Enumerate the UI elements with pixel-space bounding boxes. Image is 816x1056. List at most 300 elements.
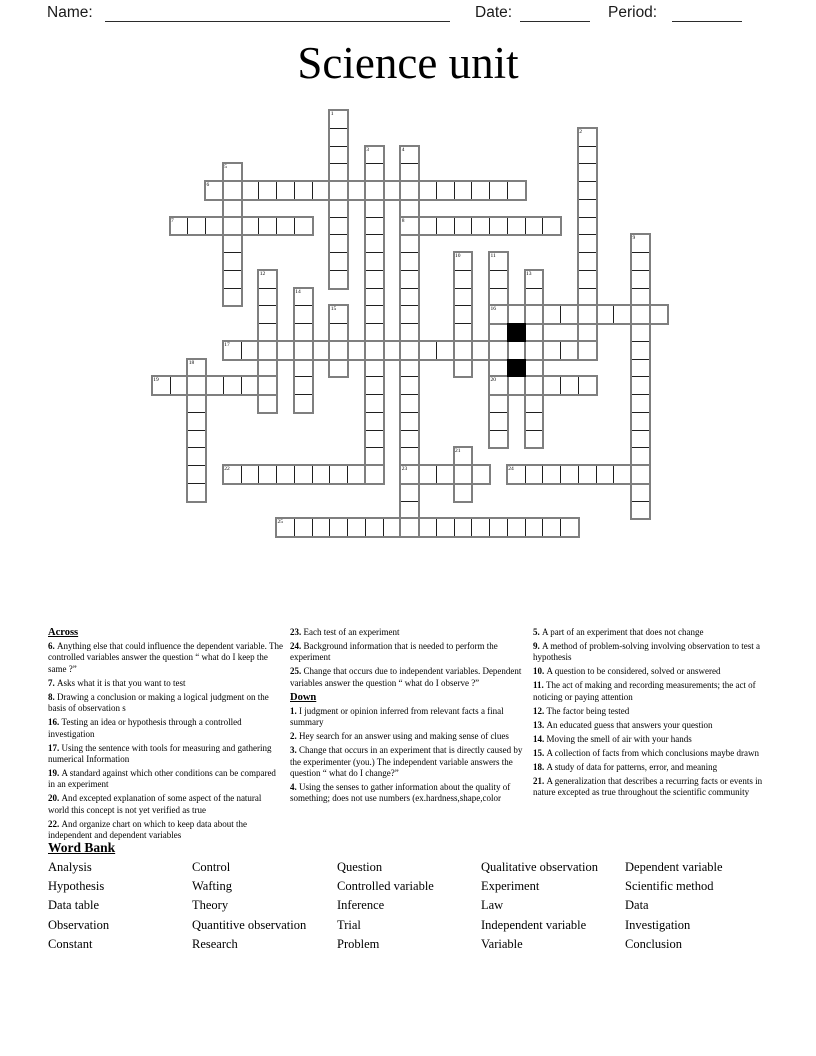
clue-num: 23.: [290, 627, 304, 637]
grid-cell[interactable]: [578, 376, 597, 395]
grid-cell[interactable]: [454, 305, 473, 324]
clue: [48, 717, 284, 740]
grid-cell[interactable]: [223, 181, 242, 200]
grid-cell[interactable]: [525, 359, 544, 378]
grid-cell[interactable]: [400, 376, 419, 395]
clue: [533, 776, 769, 799]
clue-number: 9: [632, 235, 636, 242]
word-bank-item: Controlled variable: [337, 879, 434, 894]
grid-cell[interactable]: [223, 217, 242, 236]
grid-cell[interactable]: [578, 199, 597, 218]
grid-cell[interactable]: [400, 518, 419, 537]
grid-cell[interactable]: [400, 394, 419, 413]
grid-cell[interactable]: [631, 323, 650, 342]
grid-cell[interactable]: [329, 181, 348, 200]
clue-text: Moving the smell of air with your hands: [546, 733, 692, 744]
grid-cell[interactable]: [258, 376, 277, 395]
clue-num: 25.: [290, 666, 304, 677]
grid-cell[interactable]: [294, 359, 313, 378]
clue-number: 1: [330, 111, 334, 117]
grid-cell[interactable]: [525, 217, 544, 236]
grid-cell[interactable]: [525, 518, 544, 537]
grid-cell[interactable]: [365, 323, 384, 342]
clue-heading-across: Across: [48, 627, 79, 638]
grid-cell[interactable]: [223, 199, 242, 218]
grid-cell[interactable]: [454, 465, 473, 484]
clue-text: And organize chart on which to keep data about the independent and dependent variables: [48, 818, 248, 841]
page-title: Science unit: [297, 38, 519, 88]
clue: [533, 748, 769, 759]
grid-cell[interactable]: [507, 518, 526, 537]
grid-cell[interactable]: [365, 181, 384, 200]
grid-cell[interactable]: [258, 465, 277, 484]
grid-cell[interactable]: [205, 376, 224, 395]
grid-cell[interactable]: [542, 305, 561, 324]
grid-cell[interactable]: [294, 305, 313, 324]
grid-cell[interactable]: [471, 518, 490, 537]
grid-cell[interactable]: [560, 341, 579, 360]
grid-cell[interactable]: [400, 288, 419, 307]
grid-cell[interactable]: [365, 234, 384, 253]
grid-cell[interactable]: [525, 288, 544, 307]
grid-cell[interactable]: [560, 465, 579, 484]
grid-cell[interactable]: [329, 217, 348, 236]
grid-cell[interactable]: [631, 412, 650, 431]
grid-cell[interactable]: [454, 483, 473, 502]
clue-text: I judgment or opinion inferred from relevant facts a final summary: [290, 705, 504, 728]
grid-cell[interactable]: [258, 341, 277, 360]
grid-cell[interactable]: [489, 270, 508, 289]
grid-cell[interactable]: [329, 146, 348, 165]
grid-cell[interactable]: [365, 359, 384, 378]
grid-cell[interactable]: [489, 217, 508, 236]
grid-cell[interactable]: [347, 465, 366, 484]
grid-cell[interactable]: [187, 412, 206, 431]
grid-cell[interactable]: [187, 483, 206, 502]
grid-cell[interactable]: [507, 376, 526, 395]
grid-cell[interactable]: [400, 305, 419, 324]
grid-cell[interactable]: [631, 483, 650, 502]
clue-num: 7.: [48, 677, 57, 688]
grid-cell[interactable]: [578, 163, 597, 182]
clue-number: 4: [401, 146, 405, 153]
word-bank-column: [192, 858, 306, 954]
grid-cell[interactable]: [187, 376, 206, 395]
word-bank-item: Control: [192, 860, 231, 874]
grid-cell[interactable]: [489, 341, 508, 360]
clue-number: 8: [401, 217, 405, 224]
grid-cell[interactable]: [223, 376, 242, 395]
grid-cell[interactable]: [400, 447, 419, 466]
grid-cell[interactable]: [400, 323, 419, 342]
grid-cell[interactable]: [454, 217, 473, 236]
grid-cell[interactable]: [258, 288, 277, 307]
clue-number: 25: [277, 519, 283, 526]
clue-number: 24: [508, 466, 514, 472]
grid-cell[interactable]: [223, 270, 242, 289]
clue-text: And excepted explanation of some aspect of the natural world this concept is not yet verified as true: [48, 793, 262, 815]
grid-cell[interactable]: [329, 518, 348, 537]
grid-cell[interactable]: [365, 447, 384, 466]
grid-cell[interactable]: [471, 181, 490, 200]
grid-cell[interactable]: [454, 359, 473, 378]
grid-cell[interactable]: [560, 518, 579, 537]
grid-cell[interactable]: [578, 252, 597, 271]
grid-cell[interactable]: [631, 394, 650, 413]
grid-cell[interactable]: [436, 181, 455, 200]
grid-cell[interactable]: [436, 518, 455, 537]
word-bank-item: Conclusion: [625, 936, 682, 951]
clue-num: 19.: [48, 768, 62, 779]
grid-cell[interactable]: [294, 181, 313, 200]
grid-cell[interactable]: [329, 341, 348, 360]
grid-cell[interactable]: [365, 199, 384, 218]
grid-cell[interactable]: [578, 288, 597, 307]
grid-cell[interactable]: [560, 376, 579, 395]
clue-text: Drawing a conclusion or making a logical judgment on the basis of observation s: [48, 691, 269, 714]
clue-number: 10: [455, 253, 461, 259]
clue-text: A question to be considered, solved or answered: [546, 666, 721, 677]
grid-cell[interactable]: [276, 465, 295, 484]
grid-cell[interactable]: [631, 359, 650, 378]
clue-text: An educated guess that answers your question: [546, 719, 713, 730]
grid-cell[interactable]: [223, 252, 242, 271]
black-cell: [507, 359, 526, 378]
grid-cell[interactable]: [400, 252, 419, 271]
clue-number: 23: [401, 466, 408, 472]
grid-cell[interactable]: [400, 483, 419, 502]
grid-cell[interactable]: [276, 181, 295, 200]
grid-cell[interactable]: [365, 305, 384, 324]
word-bank-column: [625, 858, 723, 954]
grid-cell[interactable]: [383, 518, 402, 537]
grid-cell[interactable]: [489, 359, 508, 378]
grid-cell[interactable]: [294, 394, 313, 413]
grid-cell[interactable]: [294, 341, 313, 360]
grid-cell[interactable]: [613, 465, 632, 484]
grid-cell[interactable]: [418, 465, 437, 484]
grid-cell[interactable]: [241, 181, 260, 200]
grid-cell[interactable]: [365, 270, 384, 289]
grid-cell[interactable]: [400, 199, 419, 218]
grid-cell[interactable]: [383, 341, 402, 360]
clue-num: 14.: [533, 733, 547, 744]
grid-cell[interactable]: [223, 234, 242, 253]
word-bank-item: Qualitative observation: [481, 860, 598, 874]
grid-cell[interactable]: [400, 341, 419, 360]
clue-number: 16: [490, 306, 496, 313]
grid-cell[interactable]: [418, 518, 437, 537]
clue-text: The act of making and recording measurements; the act of noticing or paying attention: [533, 680, 756, 702]
grid-cell[interactable]: [525, 376, 544, 395]
grid-cell[interactable]: [294, 518, 313, 537]
grid-cell[interactable]: [383, 181, 402, 200]
clue-num: 1.: [290, 705, 299, 716]
clue: [48, 793, 284, 816]
grid-cell[interactable]: [312, 465, 331, 484]
grid-cell[interactable]: [631, 501, 650, 520]
grid-cell[interactable]: [187, 217, 206, 236]
grid-cell[interactable]: [542, 465, 561, 484]
grid-cell[interactable]: [329, 323, 348, 342]
clue-number: 12: [259, 270, 266, 277]
grid-cell[interactable]: [542, 341, 561, 360]
clue: [48, 678, 284, 689]
clue: [533, 706, 769, 717]
word-bank-column: [48, 858, 109, 954]
grid-cell[interactable]: [294, 465, 313, 484]
grid-cell[interactable]: [241, 341, 260, 360]
clue-num: 22.: [48, 818, 62, 829]
grid-cell[interactable]: [365, 465, 384, 484]
grid-cell[interactable]: [578, 146, 597, 165]
grid-cell[interactable]: [578, 270, 597, 289]
clue-num: 4.: [290, 782, 299, 793]
clue-text: Anything else that could influence the dependent variable. The controlled variables answer the question “ what do I keep the same ?”: [48, 641, 284, 674]
grid-cell[interactable]: [400, 412, 419, 431]
grid-cell[interactable]: [294, 217, 313, 236]
clue: [290, 706, 526, 729]
grid-cell[interactable]: [241, 376, 260, 395]
clue-number: 5: [224, 164, 227, 171]
grid-cell[interactable]: [329, 163, 348, 182]
clue-text: Hey search for an answer using and making sense of clues: [299, 731, 509, 742]
clue-num: 17.: [48, 742, 62, 753]
clue-text: Change that occurs due to independent variables. Dependent variables answer the question “ what do I observe ?”: [290, 666, 522, 688]
clue-number: 6: [206, 182, 210, 188]
grid-cell[interactable]: [631, 305, 650, 324]
grid-cell[interactable]: [560, 305, 579, 324]
clue-text: A part of an experiment that does not change: [542, 627, 704, 637]
grid-cell[interactable]: [471, 217, 490, 236]
grid-cell[interactable]: [418, 341, 437, 360]
grid-cell[interactable]: [312, 341, 331, 360]
clue-num: 24.: [290, 641, 304, 651]
grid-cell[interactable]: [489, 412, 508, 431]
grid-cell[interactable]: [578, 305, 597, 324]
grid-cell[interactable]: [525, 305, 544, 324]
clue-num: 10.: [533, 666, 547, 677]
grid-cell[interactable]: [347, 341, 366, 360]
clue-number: 7: [171, 217, 174, 224]
grid-cell[interactable]: [276, 341, 295, 360]
grid-cell[interactable]: [631, 465, 650, 484]
grid-cell[interactable]: [649, 305, 668, 324]
grid-cell[interactable]: [507, 217, 526, 236]
clue-text: A standard against which other conditions can be compared in an experiment: [48, 768, 276, 790]
word-bank-item: Law: [481, 898, 504, 913]
grid-cell[interactable]: [241, 217, 260, 236]
grid-cell[interactable]: [489, 394, 508, 413]
grid-cell[interactable]: [471, 341, 490, 360]
grid-cell[interactable]: [471, 465, 490, 484]
grid-cell[interactable]: [258, 181, 277, 200]
grid-cell[interactable]: [312, 518, 331, 537]
grid-cell[interactable]: [454, 288, 473, 307]
grid-cell[interactable]: [631, 447, 650, 466]
word-bank-item: Investigation: [625, 917, 691, 932]
grid-cell[interactable]: [525, 430, 544, 449]
grid-cell[interactable]: [365, 518, 384, 537]
grid-cell[interactable]: [489, 518, 508, 537]
grid-cell[interactable]: [400, 181, 419, 200]
word-bank-item: Trial: [337, 917, 361, 932]
grid-cell[interactable]: [400, 430, 419, 449]
grid-cell[interactable]: [347, 518, 366, 537]
grid-cell[interactable]: [436, 341, 455, 360]
clue-num: 3.: [290, 745, 299, 756]
grid-cell[interactable]: [436, 217, 455, 236]
grid-cell[interactable]: [258, 394, 277, 413]
clue-number: 19: [153, 377, 159, 384]
grid-cell[interactable]: [187, 394, 206, 413]
grid-cell[interactable]: [258, 305, 277, 324]
clue: [533, 762, 769, 773]
clue-text: Change that occurs in an experiment that is directly caused by the experimenter (you.) The independent variable answers the question “ what do I change?”: [290, 745, 523, 779]
grid-cell[interactable]: [418, 181, 437, 200]
grid-cell[interactable]: [365, 376, 384, 395]
clue-number: 14: [295, 288, 301, 295]
word-bank-item: Data: [625, 898, 649, 913]
clue: [533, 720, 769, 731]
grid-cell[interactable]: [329, 465, 348, 484]
grid-cell[interactable]: [578, 465, 597, 484]
grid-cell[interactable]: [525, 323, 544, 342]
grid-cell[interactable]: [294, 323, 313, 342]
date-label: Date:: [475, 4, 513, 21]
clue-num: 8.: [48, 691, 57, 702]
grid-cell[interactable]: [187, 447, 206, 466]
grid-cell[interactable]: [329, 128, 348, 147]
grid-cell[interactable]: [631, 376, 650, 395]
grid-cell[interactable]: [542, 518, 561, 537]
grid-cell[interactable]: [365, 288, 384, 307]
grid-cell[interactable]: [613, 305, 632, 324]
grid-cell[interactable]: [489, 430, 508, 449]
clue-column: [533, 627, 769, 801]
word-bank-item: Observation: [48, 917, 110, 932]
grid-cell[interactable]: [507, 181, 526, 200]
clue-number: 17: [224, 341, 230, 348]
word-bank-heading: Word Bank: [48, 840, 116, 855]
grid-cell[interactable]: [454, 518, 473, 537]
grid-cell[interactable]: [258, 359, 277, 378]
clue: [48, 692, 284, 715]
grid-cell[interactable]: [258, 323, 277, 342]
grid-cell[interactable]: [596, 465, 615, 484]
word-bank-item: Inference: [337, 898, 385, 913]
clue: [48, 641, 284, 675]
grid-cell[interactable]: [400, 234, 419, 253]
grid-cell[interactable]: [329, 270, 348, 289]
grid-cell[interactable]: [454, 270, 473, 289]
grid-cell[interactable]: [329, 252, 348, 271]
grid-cell[interactable]: [436, 465, 455, 484]
word-bank-column: [481, 858, 598, 954]
grid-cell[interactable]: [578, 181, 597, 200]
grid-cell[interactable]: [454, 323, 473, 342]
clue-text: Asks what it is that you want to test: [57, 677, 186, 688]
grid-cell[interactable]: [365, 252, 384, 271]
grid-cell[interactable]: [631, 270, 650, 289]
clue-number: 13: [526, 270, 532, 277]
grid-cell[interactable]: [400, 359, 419, 378]
grid-cell[interactable]: [525, 341, 544, 360]
grid-cell[interactable]: [631, 252, 650, 271]
grid-cell[interactable]: [241, 465, 260, 484]
clue-num: 11.: [533, 680, 547, 691]
grid-cell[interactable]: [365, 217, 384, 236]
grid-cell[interactable]: [631, 288, 650, 307]
clue-text: A collection of facts from which conclusions maybe drawn: [546, 747, 759, 758]
clue-text: Each test of an experiment: [303, 627, 400, 637]
grid-cell[interactable]: [329, 199, 348, 218]
grid-cell[interactable]: [507, 341, 526, 360]
grid-cell[interactable]: [187, 430, 206, 449]
grid-cell[interactable]: [347, 181, 366, 200]
clue-heading-down: Down: [290, 691, 317, 703]
grid-cell[interactable]: [454, 341, 473, 360]
grid-cell[interactable]: [596, 305, 615, 324]
grid-cell[interactable]: [187, 465, 206, 484]
grid-cell[interactable]: [329, 234, 348, 253]
grid-cell[interactable]: [400, 501, 419, 520]
grid-cell[interactable]: [525, 394, 544, 413]
word-bank-item: Experiment: [481, 879, 540, 894]
grid-cell[interactable]: [223, 288, 242, 307]
grid-cell[interactable]: [578, 217, 597, 236]
grid-cell[interactable]: [258, 217, 277, 236]
grid-cell[interactable]: [205, 217, 224, 236]
grid-cell[interactable]: [365, 394, 384, 413]
grid-cell[interactable]: [400, 270, 419, 289]
grid-cell[interactable]: [418, 217, 437, 236]
grid-cell[interactable]: [525, 412, 544, 431]
grid-cell[interactable]: [365, 412, 384, 431]
grid-cell[interactable]: [329, 359, 348, 378]
grid-cell[interactable]: [365, 430, 384, 449]
grid-cell[interactable]: [170, 376, 189, 395]
word-bank-item: Hypothesis: [48, 879, 105, 894]
grid-cell[interactable]: [489, 288, 508, 307]
grid-cell[interactable]: [276, 217, 295, 236]
clue: [290, 666, 526, 689]
grid-cell[interactable]: [631, 341, 650, 360]
grid-cell[interactable]: [578, 341, 597, 360]
grid-cell[interactable]: [365, 163, 384, 182]
grid-cell[interactable]: [489, 323, 508, 342]
grid-cell[interactable]: [542, 217, 561, 236]
grid-cell[interactable]: [294, 376, 313, 395]
grid-cell[interactable]: [542, 376, 561, 395]
word-bank-item: Scientific method: [625, 879, 714, 894]
grid-cell[interactable]: [454, 181, 473, 200]
grid-cell[interactable]: [489, 181, 508, 200]
grid-cell[interactable]: [578, 234, 597, 253]
clue: [533, 666, 769, 677]
grid-cell[interactable]: [631, 430, 650, 449]
grid-cell[interactable]: [578, 323, 597, 342]
grid-cell[interactable]: [400, 163, 419, 182]
word-bank-column: [337, 858, 434, 954]
word-bank-item: Data table: [48, 898, 100, 913]
clue-num: 12.: [533, 705, 547, 716]
grid-cell[interactable]: [507, 305, 526, 324]
grid-cell[interactable]: [365, 341, 384, 360]
word-bank-item: Wafting: [192, 879, 232, 894]
grid-cell[interactable]: [312, 181, 331, 200]
grid-cell[interactable]: [525, 465, 544, 484]
